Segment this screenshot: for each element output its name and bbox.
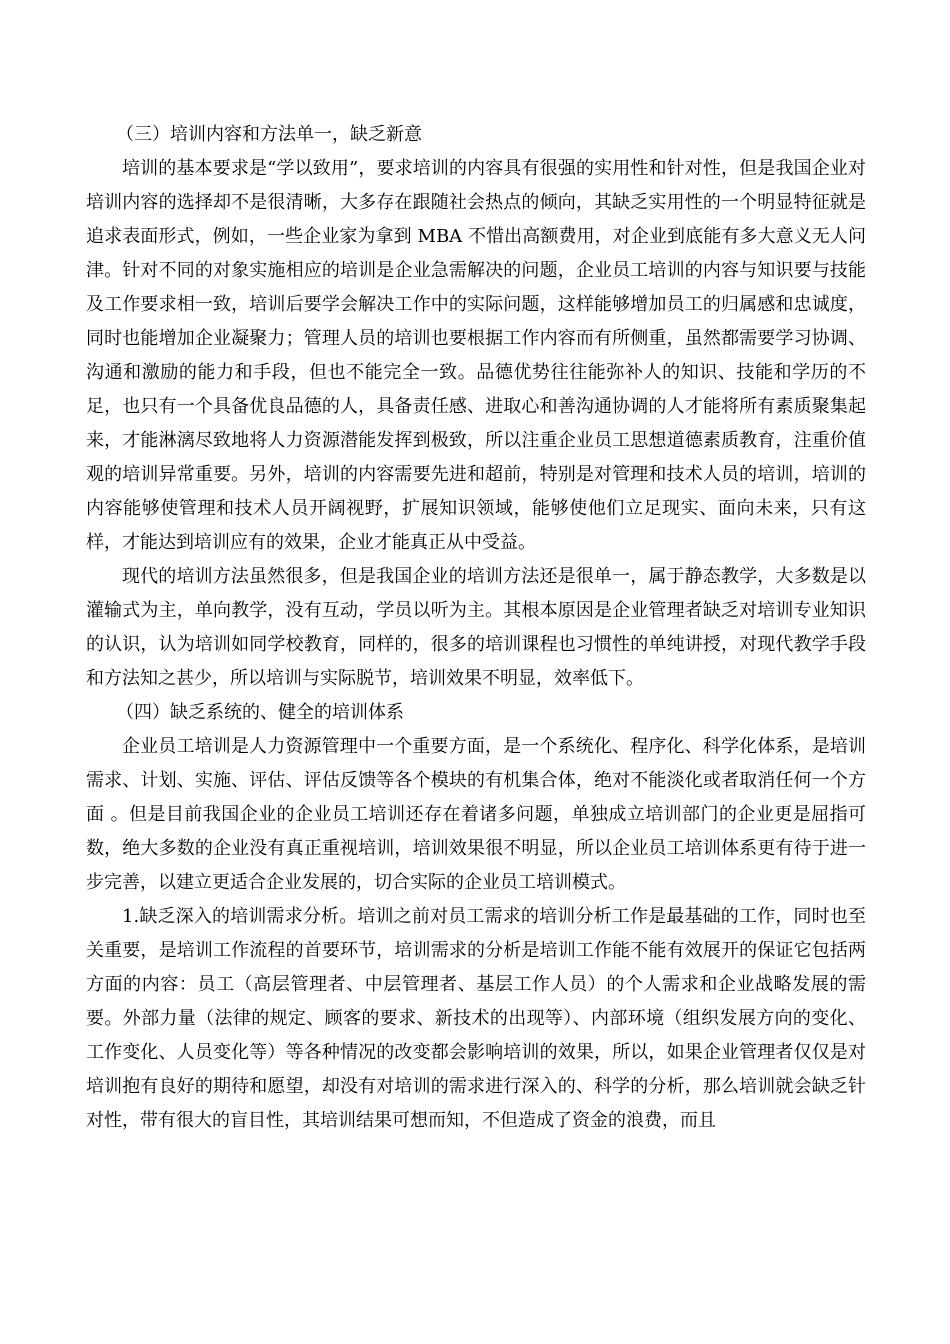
- section-heading: （三）培训内容和方法单一，缺乏新意: [116, 124, 422, 145]
- body-paragraph: 现代的培训方法虽然很多，但是我国企业的培训方法还是很单一，属于静态教学，大多数是以灌输式为主，单向教学，没有互动，学员以听为主。其根本原因是企业管理者缺乏对培训专业知识的认识，认为培训如同学校教育，同样的，很多的培训课程也习惯性的单纯讲授，对现代教学手段和方法知之甚少，所以培训与实际脱节，培训效果不明显，效率低下。: [86, 566, 866, 689]
- body-paragraph: 培训的基本要求是“学以致用”，要求培训的内容具有很强的实用性和针对性，但是我国企业对培训内容的选择却不是很清晰，大多存在跟随社会热点的倾向，其缺乏实用性的一个明显特征就是追求表面形式，例如，一些企业家为拿到 MBA 不惜出高额费用，对企业到底能有多大意义无人问津。针对不同的对象实施相应的培训是企业急需解决的问题，企业员工培训的内容与知识要与技能及工作要求相一致，培训后要学会解决工作中的实际问题，这样能够增加员工的归属感和忠诚度，同时也能增加企业凝聚力；管理人员的培训也要根据工作内容而有所侧重，虽然都需要学习协调、沟通和激励的能力和手段，但也不能完全一致。品德优势往往能弥补人的知识、技能和学历的不足，也只有一个具备优良品德的人，具备责任感、进取心和善沟通协调的人才能将所有素质聚集起来，才能淋漓尽致地将人力资源潜能发挥到极致，所以注重企业员工思想道德素质教育，注重价值观的培训异常重要。另外，培训的内容需要先进和超前，特别是对管理和技术人员的培训，培训的内容能够使管理和技术人员开阔视野，扩展知识领域，能够使他们立足现实、面向未来，只有这样，才能达到培训应有的效果，企业才能真正从中受益。: [86, 158, 866, 553]
- body-paragraph: 1.缺乏深入的培训需求分析。培训之前对员工需求的培训分析工作是最基础的工作，同时也至关重要，是培训工作流程的首要环节，培训需求的分析是培训工作能不能有效展开的保证它包括两方面的内容：员工（高层管理者、中层管理者、基层工作人员）的个人需求和企业战略发展的需要。外部力量（法律的规定、顾客的要求、新技术的出现等）、内部环境（组织发展方向的变化、工作变化、人员变化等）等各种情况的改变都会影响培训的效果，所以，如果企业管理者仅仅是对培训抱有良好的期待和愿望，却没有对培训的需求进行深入的、科学的分析，那么培训就会缺乏针对性，带有很大的盲目性，其培训结果可想而知，不但造成了资金的浪费，而且: [86, 906, 866, 1131]
- body-paragraph: 企业员工培训是人力资源管理中一个重要方面，是一个系统化、程序化、科学化体系，是培训需求、计划、实施、评估、评估反馈等各个模块的有机集合体，绝对不能淡化或者取消任何一个方面 。但是目前我国企业的企业员工培训还存在着诸多问题，单独成立培训部门的企业更是屈指可数，绝大多数的企业没有真正重视培训，培训效果很不明显，所以企业员工培训体系更有待于进一步完善，以建立更适合企业发展的，切合实际的企业员工培训模式。: [86, 736, 866, 893]
- section-heading: （四）缺乏系统的、健全的培训体系: [116, 702, 404, 723]
- document-page: [86, 118, 866, 1138]
